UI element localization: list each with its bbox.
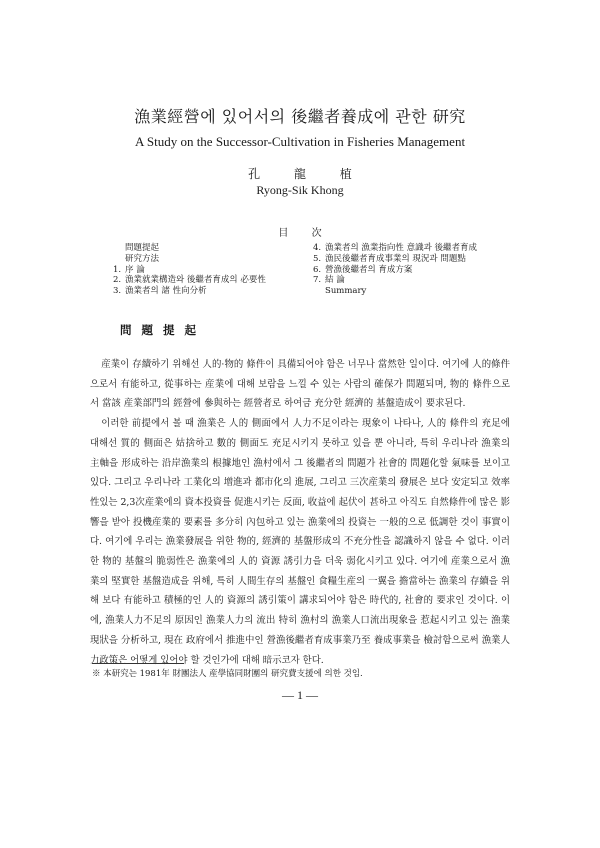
paper-title-korean: 漁業經營에 있어서의 後繼者養成에 관한 研究 — [134, 107, 466, 126]
body-paragraph: 産業이 存續하기 위해선 人的·物的 條件이 具備되어야 함은 너무나 當然한 일이다. 여기에 人的條件으로서 有能하고, 從事하는 産業에 대해 보람을 느낄 수 있는 사람의 確保가 問題되며, 物的 條件으로서 當該 産業部門의 經營에 參與하는 經營者로 하여금 充分한 經濟的 基盤造成이 要求된다. — [90, 359, 510, 410]
toc-item: 3. 漁業者의 諸 性向分析 — [113, 286, 207, 297]
page-number: — 1 — — [282, 688, 318, 702]
footnote: ※ 本研究는 1981年 財團法人 産學協同財團의 研究費支援에 의한 것임. — [92, 669, 363, 679]
section-heading: 問 題 提 起 — [120, 323, 200, 337]
toc-item: 1. 序 論 — [113, 264, 145, 275]
toc-item: 4. 漁業者의 漁業指向性 意識과 後繼者育成 — [313, 243, 478, 253]
toc-item: 2. 漁業就業構造와 後繼者育成의 必要性 — [113, 275, 266, 286]
toc-right-column — [313, 243, 477, 297]
toc-item: Summary — [325, 286, 367, 297]
paper-title-english: A Study on the Successor-Cultivation in Fisheries Management — [134, 134, 466, 149]
toc-item: 6. 營漁後繼者의 育成方案 — [313, 264, 413, 275]
author-name-korean: 孔 龍 植 — [248, 167, 352, 181]
toc-item: 7. 結 論 — [313, 275, 345, 286]
footnote-divider — [92, 663, 184, 664]
body-text — [90, 355, 510, 670]
toc-item: 問題提起 — [125, 243, 160, 253]
toc-item: 5. 漁民後繼者育成事業의 現況과 問題點 — [313, 253, 466, 264]
toc-item: 研究方法 — [125, 253, 160, 264]
toc-left-column — [113, 243, 266, 297]
body-paragraph: 이러한 前提에서 볼 때 漁業은 人的 側面에서 人力不足이라는 現象이 나타나, 人的 條件의 充足에 대해선 質的 側面은 姑捨하고 數的 側面도 充足시키지 못하고 있을 뿐 아니라, 특히 우리나라 漁業의 主軸을 形成하는 沿岸漁業의 根據地인 漁村에서 그 後繼者의 問題가 社會的 問題化할 氣味를 보이고 있다. 그리고 우리나라 工業化의 增進과 都市化의 進展, 그리고 三次産業의 發展은 보다 安定되고 效率性있는 2,3次産業에의 資本投資를 促進시키는 反面, 收益에 起伏이 甚하고 아직도 自然條件에 많은 影響을 받아 投機産業的 要素를 多分히 內包하고 있는 漁業에의 投資는 一般的으로 低調한 것이 事實이다. 여기에 우리는 漁業發展을 위한 物的, 經濟的 基盤形成의 不充分性을 認識하지 않을 수 없다. 이러한 物的 基盤의 脆弱性은 漁業에의 人的 資源 誘引力을 더욱 弱化시키고 있다. 여기에 産業으로서 漁業의 堅實한 基盤造成을 위해, 특히 人間生存의 基盤인 食糧生産의 一翼을 擔當하는 漁業의 存續을 위해 보다 有能하고 積極的인 人的 資源의 誘引策이 講求되어야 함은 時代的, 社會的 要求인 것이다. 이에, 漁業人力不足의 原因인 漁業人力의 流出 特히 漁村의 漁業人口流出現象을 惹起시키고 있는 漁業現狀을 分析하고, 現在 政府에서 推進中인 營漁後繼者育成事業乃至 養成事業을 檢討함으로써 漁業人力政策은 어떻게 있어야 할 것인가에 대해 暗示코자 한다. — [90, 418, 510, 666]
author-name-english: Ryong-Sik Khong — [256, 183, 344, 197]
toc-heading: 目 次 — [278, 228, 322, 239]
